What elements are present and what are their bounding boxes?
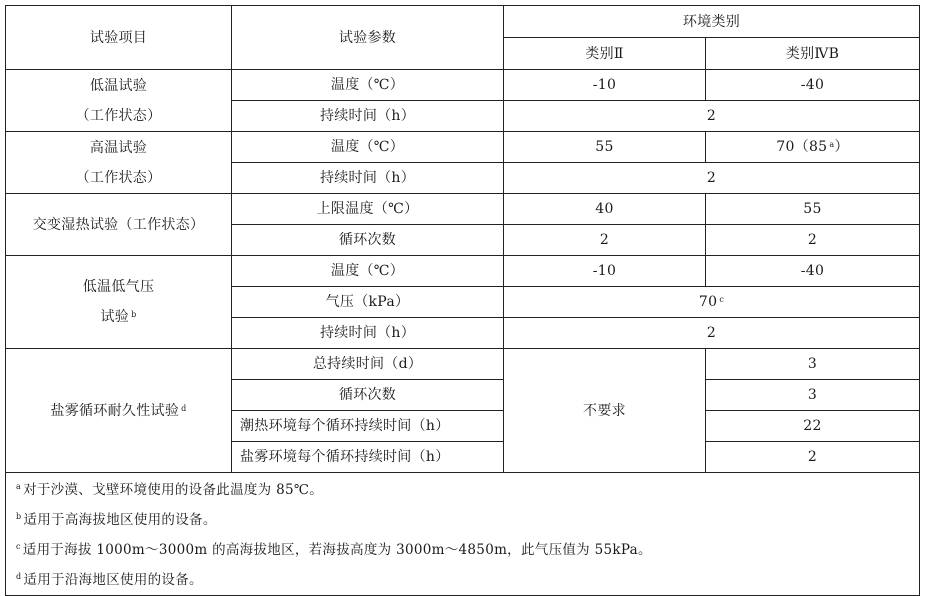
footnote-c: [16, 535, 919, 565]
high-temp-cat4b-close: ）: [834, 139, 849, 155]
low-pressure-test-name: [6, 256, 232, 349]
high-temp-temp-cat4b: [706, 132, 920, 163]
salt-fog-cycles-label: 循环次数: [232, 380, 504, 411]
low-pressure-duration-value: 2: [504, 318, 920, 349]
footnote-ref-a: a: [829, 140, 835, 149]
damp-heat-upper-temp-cat2: 40: [504, 194, 706, 225]
high-temp-name-line1: 高温试验: [89, 139, 148, 156]
environment-test-table: [5, 5, 920, 596]
footnote-a: [16, 475, 919, 505]
high-temp-cat4b-main: 70（85: [776, 139, 828, 155]
header-test-params: 试验参数: [232, 6, 504, 70]
footnote-ref-b: b: [131, 310, 137, 319]
footnote-mark-d: d: [16, 572, 22, 581]
salt-fog-damp-heat-duration-value: 22: [706, 411, 920, 442]
footnote-ref-c: c: [719, 295, 725, 304]
low-temp-temp-cat4b: -40: [706, 70, 920, 101]
low-pressure-pressure-value: [504, 287, 920, 318]
salt-fog-cat2-not-required: 不要求: [504, 349, 706, 473]
footnote-text-b: 适用于高海拔地区使用的设备。: [23, 512, 217, 528]
footnote-text-a: 对于沙漠、戈壁环境使用的设备此温度为 85℃。: [23, 482, 324, 498]
low-pressure-duration-label: 持续时间（h）: [232, 318, 504, 349]
high-temp-temp-cat2: 55: [504, 132, 706, 163]
salt-fog-salt-duration-label: 盐雾环境每个循环持续时间（h）: [232, 442, 504, 473]
damp-heat-cycles-cat2: 2: [504, 225, 706, 256]
low-pressure-temp-cat4b: -40: [706, 256, 920, 287]
low-pressure-name-line2: 试验: [100, 309, 130, 325]
salt-fog-name: 盐雾循环耐久性试验: [50, 402, 180, 419]
low-temp-test-name: [6, 70, 232, 132]
high-temp-duration-label: 持续时间（h）: [232, 163, 504, 194]
header-cat2: 类别Ⅱ: [504, 38, 706, 70]
high-temp-temp-label: 温度（℃）: [232, 132, 504, 163]
damp-heat-test-name: 交变湿热试验（工作状态）: [6, 194, 232, 256]
table-row: [6, 194, 920, 225]
salt-fog-damp-heat-duration-label: 潮热环境每个循环持续时间（h）: [232, 411, 504, 442]
salt-fog-salt-duration-value: 2: [706, 442, 920, 473]
document-page: [5, 5, 919, 596]
footnotes: [6, 473, 920, 596]
low-pressure-name-line1: 低温低气压: [82, 279, 155, 295]
table-row: [6, 70, 920, 101]
footnote-d: [16, 565, 919, 595]
low-temp-name-line1: 低温试验: [89, 77, 148, 94]
footnote-mark-c: c: [16, 542, 21, 551]
table-row: [6, 349, 920, 380]
low-temp-temp-label: 温度（℃）: [232, 70, 504, 101]
low-pressure-temp-cat2: -10: [504, 256, 706, 287]
salt-fog-total-duration-label: 总持续时间（d）: [232, 349, 504, 380]
table-header-row: [6, 6, 920, 38]
high-temp-name-line2: （工作状态）: [75, 169, 162, 186]
damp-heat-upper-temp-cat4b: 55: [706, 194, 920, 225]
header-cat4b: 类别ⅣB: [706, 38, 920, 70]
table-row: [6, 256, 920, 287]
damp-heat-upper-temp-label: 上限温度（℃）: [232, 194, 504, 225]
footnote-text-d: 适用于沿海地区使用的设备。: [23, 572, 203, 588]
low-temp-duration-value: 2: [504, 101, 920, 132]
footnote-text-c: 适用于海拔 1000m～3000m 的高海拔地区，若海拔高度为 3000m～4850m，此气压值为 55kPa。: [22, 542, 652, 558]
footnotes-row: [6, 473, 920, 596]
footnote-mark-a: a: [16, 482, 22, 491]
footnote-mark-b: b: [16, 512, 22, 521]
footnote-ref-d: d: [181, 403, 187, 413]
salt-fog-total-duration-value: 3: [706, 349, 920, 380]
table-row: [6, 132, 920, 163]
low-temp-temp-cat2: -10: [504, 70, 706, 101]
footnote-b: [16, 505, 919, 535]
low-pressure-pressure-label: 气压（kPa）: [232, 287, 504, 318]
salt-fog-cycles-value: 3: [706, 380, 920, 411]
header-env-category: 环境类别: [504, 6, 920, 38]
high-temp-test-name: [6, 132, 232, 194]
low-pressure-pressure-number: 70: [698, 294, 718, 310]
high-temp-duration-value: 2: [504, 163, 920, 194]
damp-heat-cycles-label: 循环次数: [232, 225, 504, 256]
salt-fog-test-name: [6, 349, 232, 473]
low-pressure-temp-label: 温度（℃）: [232, 256, 504, 287]
low-temp-duration-label: 持续时间（h）: [232, 101, 504, 132]
header-test-item: 试验项目: [6, 6, 232, 70]
damp-heat-cycles-cat4b: 2: [706, 225, 920, 256]
low-temp-name-line2: （工作状态）: [75, 107, 162, 124]
low-pressure-name-line2-wrap: [6, 302, 231, 332]
